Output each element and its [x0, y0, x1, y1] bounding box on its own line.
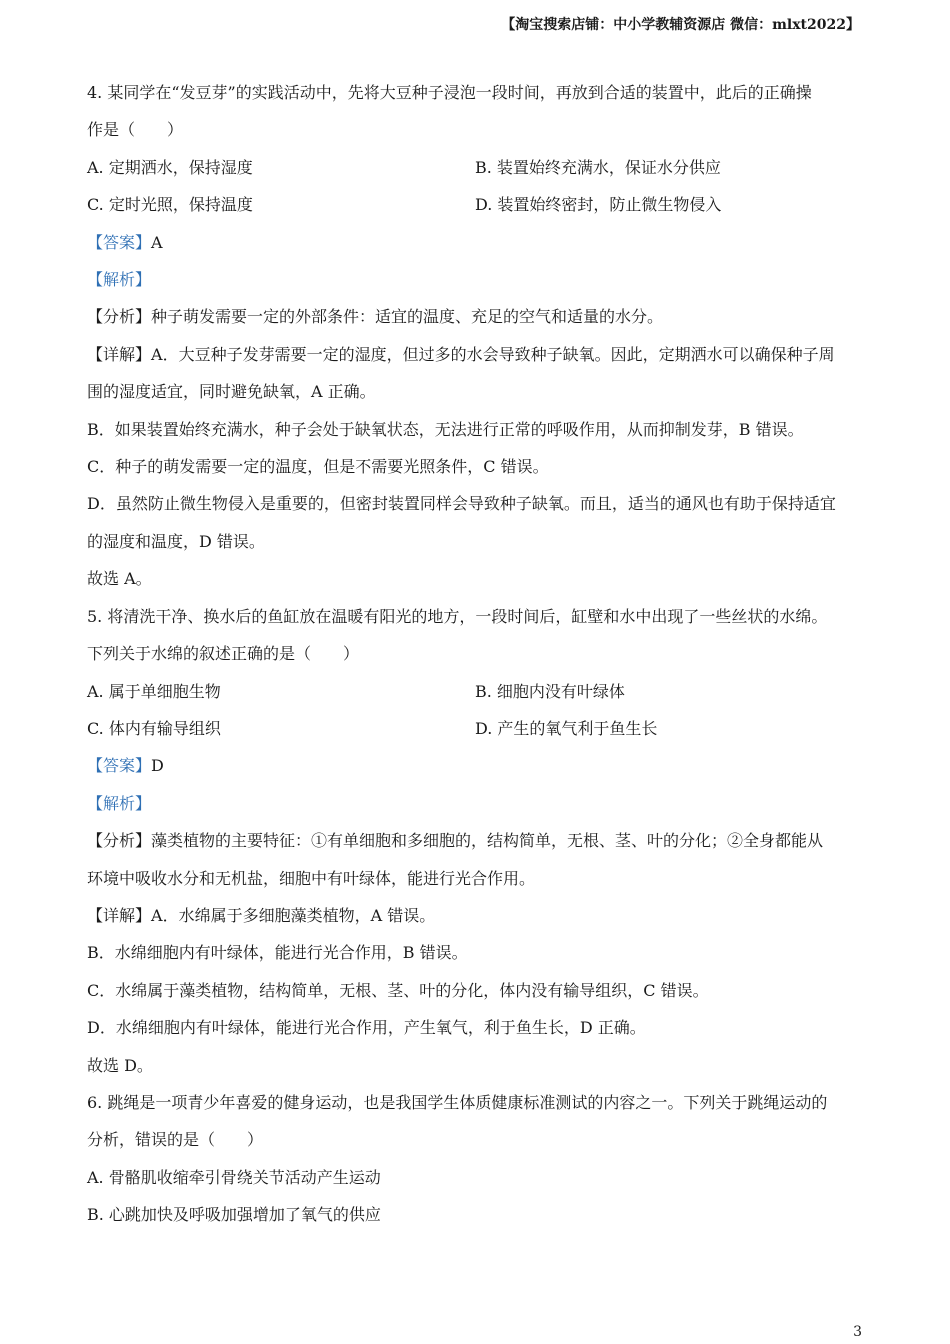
- detail-tag: 【详解】: [87, 344, 152, 364]
- page-header: 【淘宝搜索店铺：中小学教辅资源店 微信：mlxt2022】: [501, 17, 860, 33]
- detail-text: A．大豆种子发芽需要一定的湿度，但过多的水会导致种子缺氧。因此，定期洒水可以确保种子周: [151, 344, 835, 364]
- question-4: [87, 74, 863, 598]
- option-c: C. 体内有输导组织: [87, 718, 221, 738]
- fenxi-tag: 【分析】: [87, 831, 152, 851]
- options-row: [87, 710, 863, 747]
- detail-line: [87, 336, 863, 373]
- option-a: A. 定期洒水，保持湿度: [87, 157, 253, 177]
- fenxi-tag: 【分析】: [87, 307, 152, 327]
- fenxi-text: 环境中吸收水分和无机盐，细胞中有叶绿体，能进行光合作用。: [87, 868, 536, 888]
- option-d: D. 装置始终密封，防止微生物侵入: [475, 195, 722, 215]
- answer-line: [87, 747, 863, 784]
- question-stem: 分析，错误的是（ ）: [87, 1130, 264, 1150]
- answer-value: D: [151, 756, 164, 776]
- detail-line: [87, 897, 863, 934]
- detail-text: D．水绵细胞内有叶绿体，能进行光合作用，产生氧气，利于鱼生长，D 正确。: [87, 1018, 646, 1038]
- option-c: C. 定时光照，保持温度: [87, 195, 253, 215]
- option-b: B. 细胞内没有叶绿体: [475, 681, 625, 701]
- fenxi-line: [87, 298, 863, 335]
- option-b: B. 心跳加快及呼吸加强增加了氧气的供应: [87, 1205, 381, 1225]
- answer-line: [87, 224, 863, 261]
- detail-text: B．水绵细胞内有叶绿体，能进行光合作用，B 错误。: [87, 943, 468, 963]
- page-number: 3: [853, 1324, 862, 1340]
- conclusion: 故选 D。: [87, 1055, 153, 1075]
- question-stem: 5. 将清洗干净、换水后的鱼缸放在温暖有阳光的地方，一段时间后，缸壁和水中出现了一些丝状的水绵。: [87, 606, 828, 626]
- question-stem: 作是（ ）: [87, 120, 184, 140]
- detail-text: A．水绵属于多细胞藻类植物，A 错误。: [151, 905, 436, 925]
- question-stem: 4. 某同学在“发豆芽”的实践活动中，先将大豆种子浸泡一段时间，再放到合适的装置中，此后的正确操: [87, 83, 812, 102]
- question-6: [87, 1084, 863, 1234]
- detail-text: 的湿度和温度，D 错误。: [87, 531, 265, 551]
- option-a: A. 属于单细胞生物: [87, 681, 221, 701]
- answer-value: A: [151, 232, 163, 252]
- fenxi-text: 藻类植物的主要特征：①有单细胞和多细胞的，结构简单，无根、茎、叶的分化；②全身都能从: [151, 831, 824, 851]
- fenxi-line: [87, 822, 863, 859]
- option-b: B. 装置始终充满水，保证水分供应: [475, 157, 721, 177]
- document-body: [87, 74, 863, 1234]
- fenxi-text: 种子萌发需要一定的外部条件：适宜的温度、充足的空气和适量的水分。: [151, 307, 664, 327]
- analysis-tag: 【解析】: [87, 270, 152, 290]
- question-stem: 6. 跳绳是一项青少年喜爱的健身运动，也是我国学生体质健康标准测试的内容之一。下列关于跳绳运动的: [87, 1092, 828, 1112]
- detail-text: 围的湿度适宜，同时避免缺氧，A 正确。: [87, 382, 376, 402]
- option-d: D. 产生的氧气利于鱼生长: [475, 718, 658, 738]
- detail-tag: 【详解】: [87, 905, 152, 925]
- options-row: [87, 186, 863, 223]
- analysis-tag: 【解析】: [87, 793, 152, 813]
- question-5: [87, 598, 863, 1084]
- conclusion: 故选 A。: [87, 569, 152, 589]
- detail-text: C．种子的萌发需要一定的温度，但是不需要光照条件，C 错误。: [87, 457, 549, 477]
- options-row: [87, 149, 863, 186]
- options-row: [87, 673, 863, 710]
- answer-tag: 【答案】: [87, 232, 152, 252]
- question-stem: 下列关于水绵的叙述正确的是（ ）: [87, 644, 360, 664]
- option-a: A. 骨骼肌收缩牵引骨绕关节活动产生运动: [87, 1167, 381, 1187]
- detail-text: B．如果装置始终充满水，种子会处于缺氧状态，无法进行正常的呼吸作用，从而抑制发芽，B 错误。: [87, 419, 804, 439]
- answer-tag: 【答案】: [87, 756, 152, 776]
- detail-text: C．水绵属于藻类植物，结构简单，无根、茎、叶的分化，体内没有输导组织，C 错误。: [87, 980, 709, 1000]
- detail-text: D．虽然防止微生物侵入是重要的，但密封装置同样会导致种子缺氧。而且，适当的通风也有助于保持适宜: [87, 494, 836, 514]
